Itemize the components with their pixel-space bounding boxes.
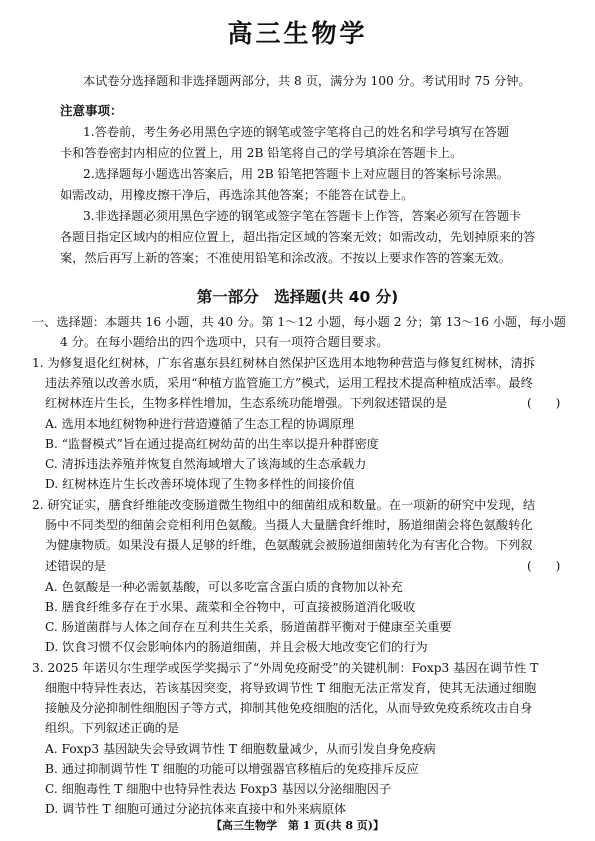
q1-option-a: A. 选用本地红树物种进行营造遵循了生态工程的协调原理 xyxy=(45,417,355,431)
instructions-line-1: 一、选择题：本题共 16 小题，共 40 分。第 1～12 小题，每小题 2 分；第 13～16 小题，每小题 xyxy=(32,315,566,329)
q3-stem-line-2: 细胞中特异性表达，若该基因突变，将导致调节性 T 细胞无法正常发育，使其无法通过细胞 xyxy=(45,681,537,695)
exam-intro: 本试卷分选择题和非选择题两部分，共 8 页，满分为 100 分。考试用时 75 分钟。 xyxy=(83,74,531,88)
q1-option-b: B. “监督模式”旨在通过提高红树幼苗的出生率以提升种群密度 xyxy=(45,437,379,451)
q3-option-d: D. 调节性 T 细胞可通过分泌抗体来直接中和外来病原体 xyxy=(45,802,347,816)
q1-stem-line-3: 红树林连片生长，生物多样性增加，生态系统功能增强。下列叙述错误的是 xyxy=(45,396,448,410)
notice-item-2-line-1: 2.选择题每小题选出答案后，用 2B 铅笔把答题卡上对应题目的答案标号涂黑。 xyxy=(83,167,510,181)
q3-option-b: B. 通过抑制调节性 T 细胞的功能可以增强器官移植后的免疫排斥反应 xyxy=(45,762,419,776)
notice-item-1-line-1: 1.答卷前，考生务必用黑色字迹的钢笔或签字笔将自己的姓名和学号填写在答题 xyxy=(83,125,510,139)
q3-option-a: A. Foxp3 基因缺失会导致调节性 T 细胞数量减少，从而引发自身免疫病 xyxy=(45,742,436,756)
q1-stem-line-1: 1. 为修复退化红树林，广东省惠东县红树林自然保护区选用本地物种营造与修复红树林，清拆 xyxy=(32,356,536,370)
q3-stem-line-1: 3. 2025 年诺贝尔生理学或医学奖揭示了“外周免疫耐受”的关键机制：Foxp3 基因在调节性 T xyxy=(32,661,539,675)
q2-option-d: D. 饮食习惯不仅会影响体内的肠道细菌，并且会极大地改变它们的行为 xyxy=(45,640,428,654)
notice-item-3-line-1: 3.非选择题必须用黑色字迹的钢笔或签字笔在答题卡上作答，答案必须写在答题卡 xyxy=(83,209,522,223)
q2-stem-line-4: 述错误的是 xyxy=(45,559,106,573)
q1-option-c: C. 清拆违法养殖并恢复自然海域增大了该海域的生态承载力 xyxy=(45,457,367,471)
q2-option-a: A. 色氨酸是一种必需氨基酸，可以多吃富含蛋白质的食物加以补充 xyxy=(45,580,403,594)
notice-item-3-line-2: 各题目指定区域内的相应位置上，超出指定区域的答案无效；如需改动，先划掉原来的答 xyxy=(60,230,536,244)
q2-stem-line-2: 肠中不同类型的细菌会竞相利用色氨酸。当摄人大量膳食纤维时，肠道细菌会将色氨酸转化 xyxy=(45,518,533,532)
q3-stem-line-4: 组织。下列叙述正确的是 xyxy=(45,721,180,735)
q2-option-b: B. 膳食纤维多存在于水果、蔬菜和全谷物中，可直接被肠道消化吸收 xyxy=(45,600,416,614)
q2-stem-line-3: 为健康物质。如果没有摄人足够的纤维，色氨酸就会被肠道细菌转化为有害化合物。下列叙 xyxy=(45,538,533,552)
notice-item-2-line-2: 如需改动，用橡皮擦干净后，再选涂其他答案；不能答在试卷上。 xyxy=(60,188,414,202)
q1-answer-blank: ( ) xyxy=(527,396,561,410)
q1-option-d: D. 红树林连片生长改善环境体现了生物多样性的间接价值 xyxy=(45,477,355,491)
instructions-line-2: 4 分。在每小题给出的四个选项中，只有一项符合题目要求。 xyxy=(60,335,389,349)
notice-item-1-line-2: 卡和答卷密封内相应的位置上，用 2B 铅笔将自己的学号填涂在答题卡上。 xyxy=(60,146,463,160)
q3-stem-line-3: 接触及分泌抑制性细胞因子等方式，抑制其他免疫细胞的活化，从而导致免疫系统攻击自身 xyxy=(45,701,533,715)
notice-heading: 注意事项： xyxy=(60,103,123,118)
q3-option-c: C. 细胞毒性 T 细胞中也特异性表达 Foxp3 基因以分泌细胞因子 xyxy=(45,782,391,796)
q2-answer-blank: ( ) xyxy=(527,559,561,573)
page-title: 高三生物学 xyxy=(227,19,368,48)
q1-stem-line-2: 违法养殖以改善水质，采用“种植方监管施工方”模式，运用工程技术提高种植成活率。最终 xyxy=(45,376,533,390)
notice-item-3-line-3: 案，然后再写上新的答案；不准使用铅笔和涂改液。不按以上要求作答的答案无效。 xyxy=(60,251,511,265)
page-footer: 【高三生物学 第 1 页(共 8 页)】 xyxy=(210,819,385,832)
section-heading: 第一部分 选择题(共 40 分) xyxy=(196,288,399,306)
q2-stem-line-1: 2. 研究证实，膳食纤维能改变肠道微生物组中的细菌组成和数量。在一项新的研究中发现，结 xyxy=(32,498,536,512)
q2-option-c: C. 肠道菌群与人体之间存在互利共生关系，肠道菌群平衡对于健康至关重要 xyxy=(45,620,452,634)
